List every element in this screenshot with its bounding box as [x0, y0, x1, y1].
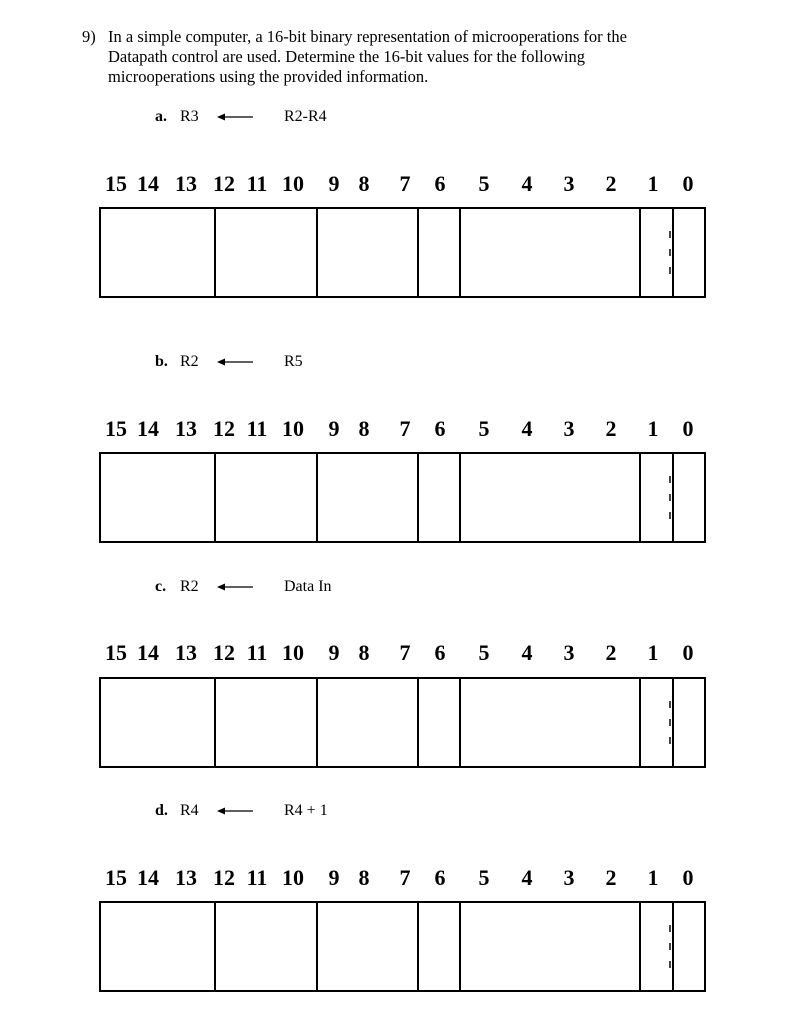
bit-number-label: 5 — [478, 416, 490, 441]
bit-number-header — [0, 171, 810, 197]
bit-number-label: 12 — [213, 865, 235, 890]
bit-number-label: 4 — [521, 171, 533, 196]
bit-number-label: 3 — [563, 640, 575, 665]
question-text — [82, 27, 722, 87]
bit-number-label: 2 — [605, 171, 617, 196]
tick-mark — [669, 249, 671, 256]
bit-number-label: 13 — [175, 640, 197, 665]
field-divider — [672, 209, 674, 296]
bit-number-label: 10 — [282, 865, 304, 890]
left-arrow-icon — [217, 355, 253, 369]
bit-number-label: 11 — [246, 171, 268, 196]
question-line: microoperations using the provided information. — [108, 67, 429, 86]
bit-number-label: 7 — [399, 171, 411, 196]
tick-mark — [669, 943, 671, 950]
bit-field-box — [99, 452, 706, 543]
bit-number-label: 2 — [605, 865, 617, 890]
bit-number-label: 11 — [246, 416, 268, 441]
tick-mark — [669, 719, 671, 726]
bit-number-label: 1 — [647, 640, 659, 665]
bit-number-label: 5 — [478, 171, 490, 196]
bit-number-label: 10 — [282, 416, 304, 441]
bit-number-header — [0, 640, 810, 666]
bit-number-label: 12 — [213, 171, 235, 196]
field-divider — [639, 209, 641, 296]
left-arrow-icon — [217, 580, 253, 594]
bit-number-label: 11 — [246, 640, 268, 665]
part-letter: a. — [155, 108, 167, 125]
bit-number-label: 2 — [605, 640, 617, 665]
bit-number-label: 6 — [434, 640, 446, 665]
tick-mark — [669, 494, 671, 501]
source-expression: R5 — [284, 353, 303, 370]
part-letter: d. — [155, 802, 168, 819]
bit-number-label: 0 — [682, 416, 694, 441]
bit-field-box — [99, 901, 706, 992]
field-divider — [214, 454, 216, 541]
field-divider — [459, 454, 461, 541]
field-divider — [417, 454, 419, 541]
bit-number-label: 0 — [682, 640, 694, 665]
bit-number-header — [0, 865, 810, 891]
field-divider — [672, 679, 674, 766]
bit-number-label: 8 — [358, 171, 370, 196]
field-divider — [316, 209, 318, 296]
field-divider — [459, 903, 461, 990]
bit-number-label: 14 — [137, 416, 159, 441]
field-divider — [459, 209, 461, 296]
bit-number-label: 3 — [563, 171, 575, 196]
bit-number-label: 8 — [358, 640, 370, 665]
tick-mark — [669, 701, 671, 708]
bit-number-label: 0 — [682, 171, 694, 196]
part-letter: c. — [155, 578, 167, 595]
bit-number-label: 2 — [605, 416, 617, 441]
bit-number-label: 4 — [521, 865, 533, 890]
source-expression: Data In — [284, 578, 332, 595]
question-body — [108, 27, 722, 87]
bit-number-label: 7 — [399, 865, 411, 890]
bit-number-label: 13 — [175, 171, 197, 196]
field-divider — [639, 454, 641, 541]
bit-number-label: 5 — [478, 865, 490, 890]
destination-register: R2 — [180, 578, 199, 595]
field-divider — [459, 679, 461, 766]
tick-mark — [669, 231, 671, 238]
bit-number-label: 9 — [328, 865, 340, 890]
bit-number-label: 15 — [105, 640, 127, 665]
tick-mark — [669, 512, 671, 519]
destination-register: R2 — [180, 353, 199, 370]
bit-number-label: 8 — [358, 416, 370, 441]
field-divider — [672, 903, 674, 990]
bit-number-label: 6 — [434, 865, 446, 890]
field-divider — [639, 903, 641, 990]
bit-number-label: 7 — [399, 640, 411, 665]
destination-register: R3 — [180, 108, 199, 125]
field-divider — [639, 679, 641, 766]
left-arrow-icon — [217, 110, 253, 124]
bit-number-label: 13 — [175, 416, 197, 441]
tick-mark — [669, 925, 671, 932]
source-expression: R4 + 1 — [284, 802, 328, 819]
tick-mark — [669, 961, 671, 968]
tick-mark — [669, 267, 671, 274]
bit-number-label: 4 — [521, 640, 533, 665]
bit-number-label: 6 — [434, 416, 446, 441]
bit-number-label: 13 — [175, 865, 197, 890]
field-divider — [214, 903, 216, 990]
field-divider — [214, 209, 216, 296]
question-line: In a simple computer, a 16-bit binary representation of microoperations for the — [108, 27, 627, 46]
bit-number-label: 10 — [282, 171, 304, 196]
bit-number-label: 9 — [328, 171, 340, 196]
bit-number-label: 4 — [521, 416, 533, 441]
bit-number-label: 0 — [682, 865, 694, 890]
bit-number-label: 5 — [478, 640, 490, 665]
field-divider — [417, 209, 419, 296]
bit-field-box — [99, 677, 706, 768]
bit-number-label: 14 — [137, 171, 159, 196]
bit-number-label: 14 — [137, 640, 159, 665]
bit-number-label: 3 — [563, 865, 575, 890]
bit-number-label: 10 — [282, 640, 304, 665]
tick-mark — [669, 737, 671, 744]
bit-number-label: 1 — [647, 171, 659, 196]
bit-field-box — [99, 207, 706, 298]
part-letter: b. — [155, 353, 168, 370]
bit-number-label: 3 — [563, 416, 575, 441]
field-divider — [214, 679, 216, 766]
destination-register: R4 — [180, 802, 199, 819]
field-divider — [316, 454, 318, 541]
bit-number-label: 7 — [399, 416, 411, 441]
source-expression: R2-R4 — [284, 108, 327, 125]
field-divider — [417, 903, 419, 990]
field-divider — [672, 454, 674, 541]
bit-number-label: 15 — [105, 171, 127, 196]
bit-number-label: 15 — [105, 865, 127, 890]
bit-number-label: 12 — [213, 640, 235, 665]
bit-number-label: 14 — [137, 865, 159, 890]
tick-mark — [669, 476, 671, 483]
bit-number-label: 1 — [647, 416, 659, 441]
bit-number-label: 9 — [328, 416, 340, 441]
bit-number-label: 1 — [647, 865, 659, 890]
bit-number-label: 6 — [434, 171, 446, 196]
bit-number-label: 11 — [246, 865, 268, 890]
bit-number-label: 15 — [105, 416, 127, 441]
bit-number-label: 8 — [358, 865, 370, 890]
bit-number-header — [0, 416, 810, 442]
question-line: Datapath control are used. Determine the 16-bit values for the following — [108, 47, 585, 66]
bit-number-label: 12 — [213, 416, 235, 441]
question-number: 9) — [82, 27, 96, 46]
bit-number-label: 9 — [328, 640, 340, 665]
field-divider — [316, 679, 318, 766]
field-divider — [316, 903, 318, 990]
left-arrow-icon — [217, 804, 253, 818]
field-divider — [417, 679, 419, 766]
